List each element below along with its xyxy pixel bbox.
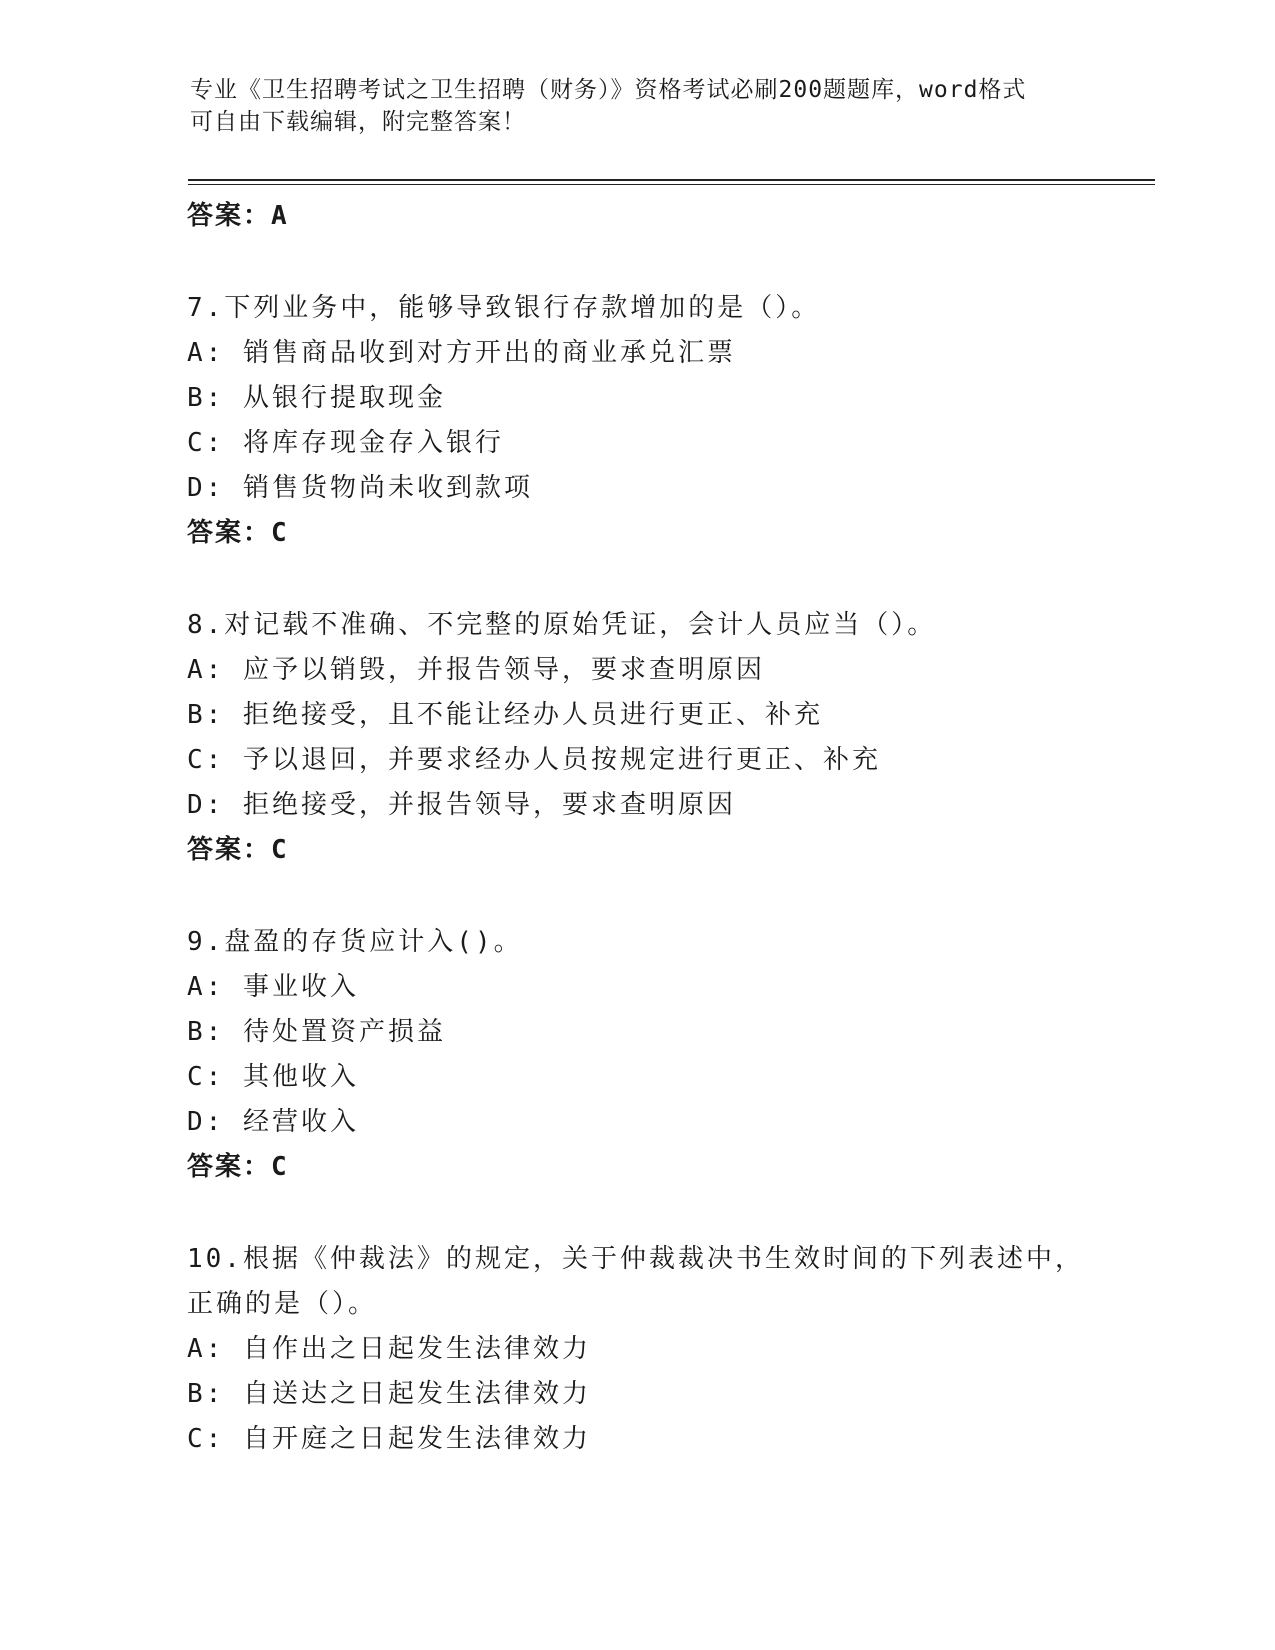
answer-line: 答案：C (187, 835, 289, 865)
option-d: D: 经营收入 (187, 1107, 359, 1137)
option-a: A: 应予以销毁，并报告领导，要求查明原因 (187, 655, 765, 685)
option-d: D: 销售货物尚未收到款项 (187, 473, 533, 503)
option-b: B: 拒绝接受，且不能让经办人员进行更正、补充 (187, 700, 823, 730)
answer-line: 答案：C (187, 518, 289, 548)
question-stem-continued: 正确的是（）。 (187, 1289, 378, 1319)
spacer (187, 239, 1147, 286)
question-block (187, 920, 1147, 1190)
spacer (187, 1190, 1147, 1237)
option-a: A: 自作出之日起发生法律效力 (187, 1334, 591, 1364)
question-stem: 9.盘盈的存货应计入()。 (187, 927, 523, 957)
header-divider-thick (188, 179, 1155, 181)
option-d: D: 拒绝接受，并报告领导，要求查明原因 (187, 790, 736, 820)
spacer (187, 556, 1147, 603)
option-b: B: 自送达之日起发生法律效力 (187, 1379, 591, 1409)
header-divider-thin (188, 184, 1155, 185)
answer-line: 答案：C (187, 1152, 289, 1182)
question-block (187, 603, 1147, 873)
question-list (187, 194, 1147, 1462)
question-stem: 10.根据《仲裁法》的规定，关于仲裁裁决书生效时间的下列表述中， (187, 1244, 1084, 1274)
question-block (187, 286, 1147, 556)
option-c: C: 将库存现金存入银行 (187, 428, 504, 458)
question-block (187, 1237, 1147, 1462)
option-c: C: 自开庭之日起发生法律效力 (187, 1424, 591, 1454)
question-stem: 8.对记载不准确、不完整的原始凭证，会计人员应当（）。 (187, 610, 937, 640)
option-a: A: 销售商品收到对方开出的商业承兑汇票 (187, 338, 736, 368)
option-b: B: 从银行提取现金 (187, 383, 446, 413)
page-header (190, 74, 1090, 138)
answer-line: 答案：A (187, 201, 289, 231)
question-stem: 7.下列业务中，能够导致银行存款增加的是（）。 (187, 293, 821, 323)
option-c: C: 予以退回，并要求经办人员按规定进行更正、补充 (187, 745, 881, 775)
option-c: C: 其他收入 (187, 1062, 359, 1092)
header-line-2: 可自由下载编辑，附完整答案！ (190, 109, 526, 135)
spacer (187, 873, 1147, 920)
header-line-1: 专业《卫生招聘考试之卫生招聘（财务）》资格考试必刷200题题库，word格式 (190, 77, 1027, 103)
option-b: B: 待处置资产损益 (187, 1017, 446, 1047)
option-a: A: 事业收入 (187, 972, 359, 1002)
